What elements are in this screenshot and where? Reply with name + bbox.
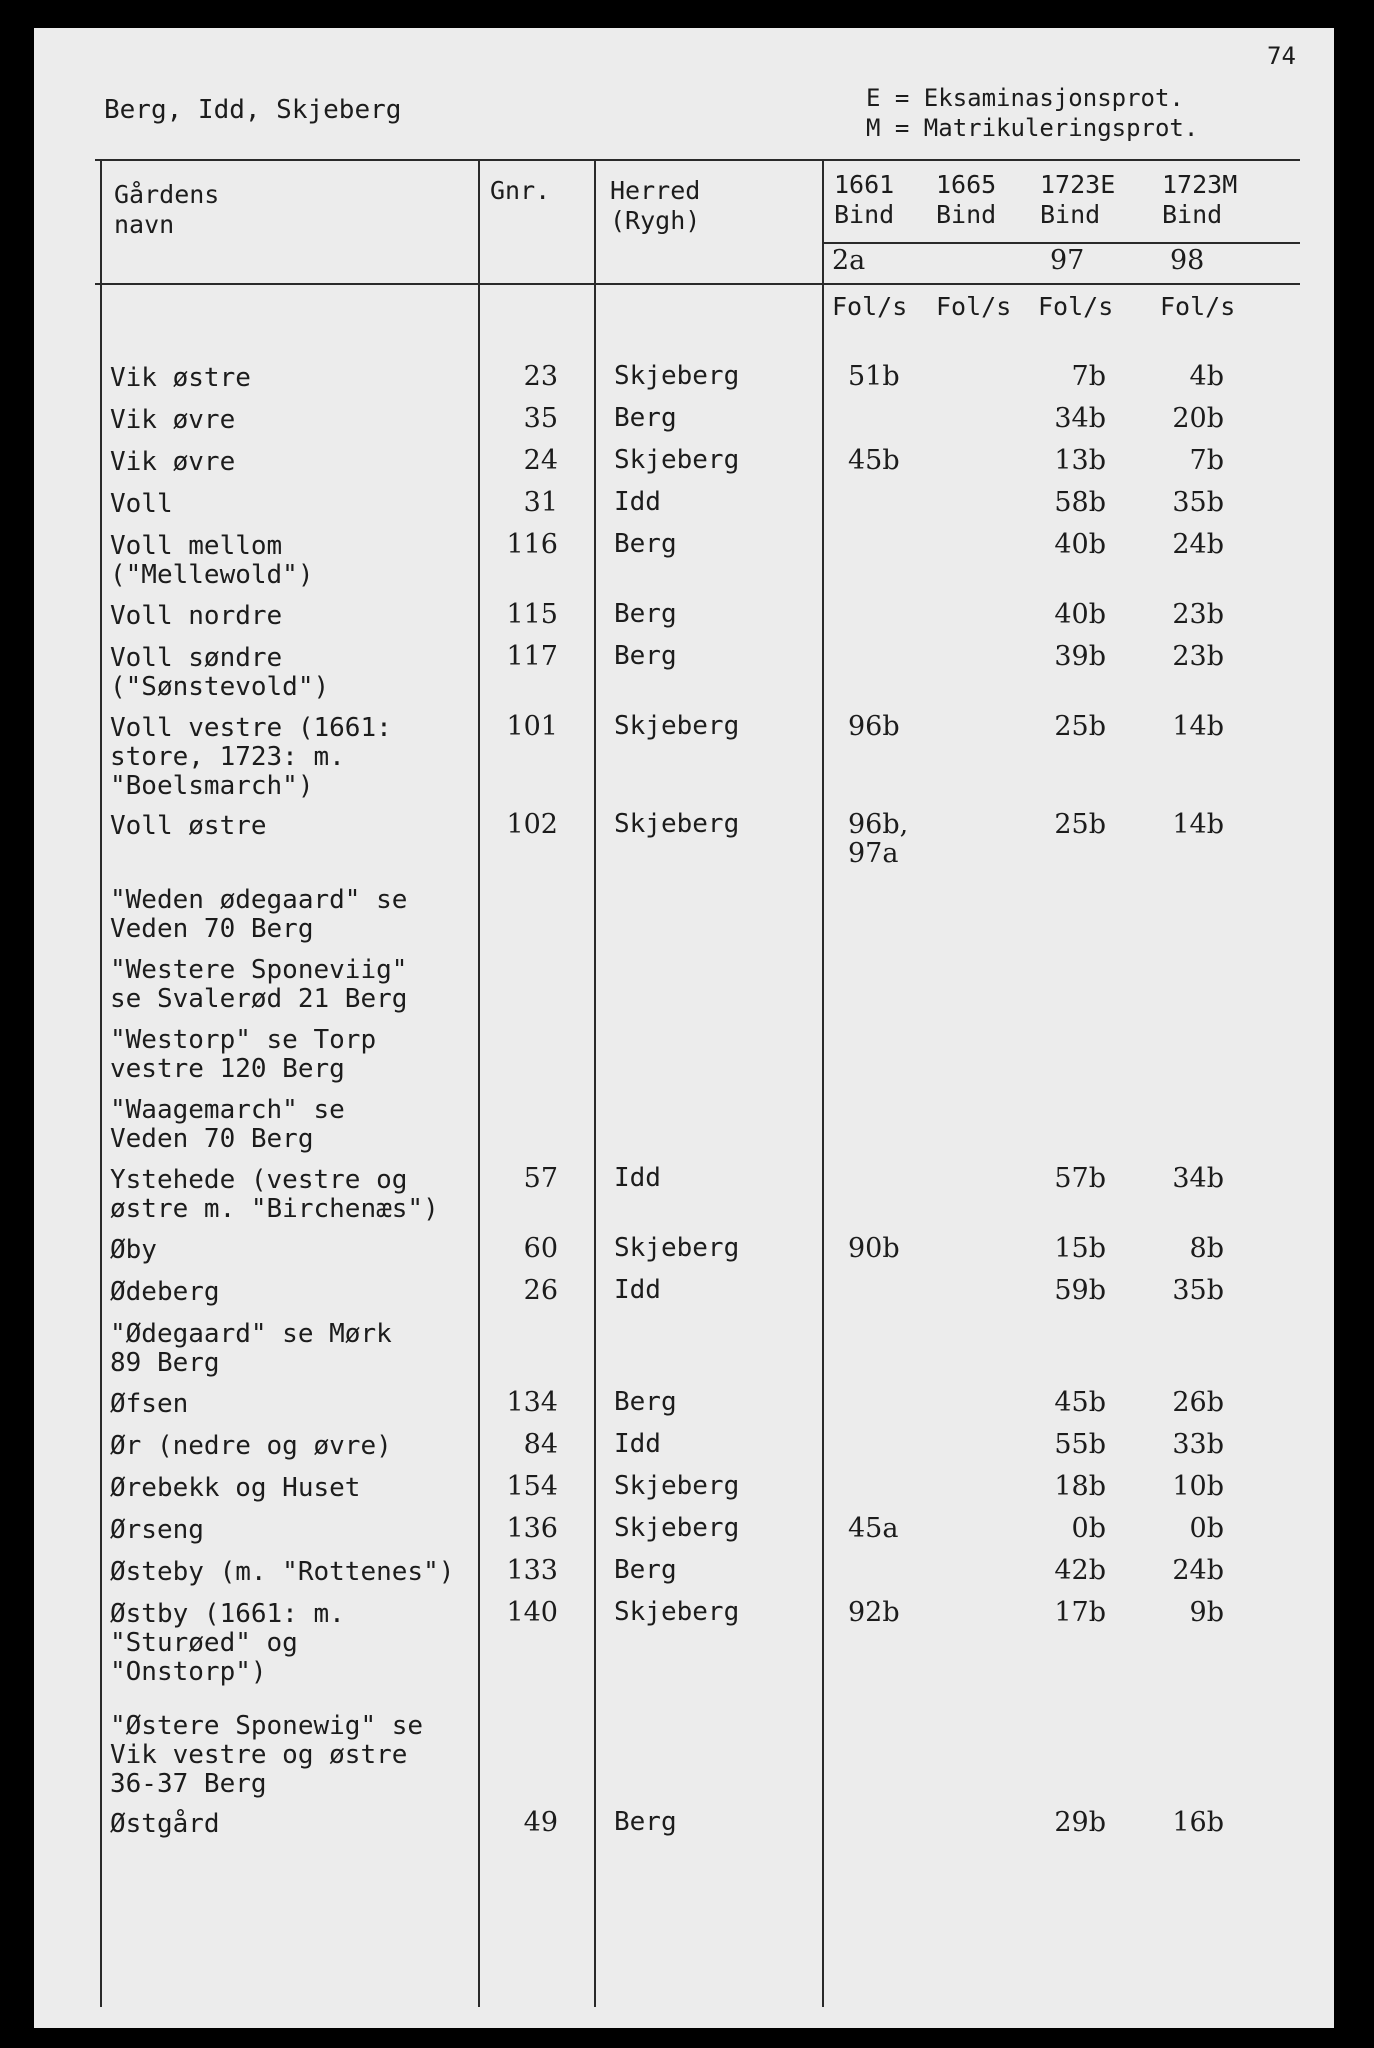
column-header-1665: 1665 Bind [936, 170, 997, 229]
farm-name: Øby [110, 1235, 157, 1265]
herred-value: Idd [614, 1163, 661, 1193]
farm-name: Østby (1661: m. "Sturøed" og "Onstorp") [110, 1599, 345, 1687]
table-left-rule [100, 159, 102, 2007]
herred-value: Berg [614, 641, 677, 671]
folio-1723M: 14b [1172, 809, 1224, 840]
folio-1723E: 17b [1054, 1597, 1106, 1628]
folio-1723E: 39b [1054, 641, 1106, 672]
bind-number-1723M: 98 [1170, 245, 1205, 276]
farm-name: Voll [110, 489, 173, 519]
gnr-value: 102 [506, 809, 558, 840]
folio-1723M: 9b [1189, 1597, 1224, 1628]
gnr-value: 117 [506, 641, 558, 672]
farm-name: "Waagemarch" se Veden 70 Berg [110, 1095, 345, 1154]
folio-1723E: 29b [1054, 1807, 1106, 1838]
folio-1723E: 40b [1054, 599, 1106, 630]
folio-1723E: 25b [1054, 809, 1106, 840]
column-header-1723M: 1723M Bind [1162, 170, 1238, 229]
herred-column-rule [594, 159, 596, 2007]
herred-value: Skjeberg [614, 711, 740, 741]
folio-1661: 96b, 97a [848, 809, 909, 869]
table-top-rule [95, 159, 1300, 161]
folio-1723M: 7b [1189, 445, 1224, 476]
herred-value: Skjeberg [614, 809, 740, 839]
bind-number-1723E: 97 [1050, 245, 1085, 276]
farm-name: "Ødegaard" se Mørk 89 Berg [110, 1319, 392, 1378]
page-number: 74 [1267, 42, 1296, 70]
farm-name: Ørebekk og Huset [110, 1473, 361, 1503]
farm-name: Voll østre [110, 811, 267, 841]
folio-header-1661: Fol/s [832, 292, 908, 321]
folio-1723E: 25b [1054, 711, 1106, 742]
farm-name: "Westere Sponeviig" se Svalerød 21 Berg [110, 955, 408, 1014]
folio-1723M: 24b [1172, 1555, 1224, 1586]
folio-1723M: 16b [1172, 1807, 1224, 1838]
farm-name: "Westorp" se Torp vestre 120 Berg [110, 1025, 377, 1084]
folio-1661: 92b [848, 1597, 900, 1628]
folio-1723E: 13b [1054, 445, 1106, 476]
farm-name: Voll søndre ("Sønstevold") [110, 643, 330, 702]
column-header-herred: Herred (Rygh) [610, 176, 701, 235]
gnr-value: 23 [523, 361, 558, 392]
folio-1723E: 40b [1054, 529, 1106, 560]
folio-1723E: 18b [1054, 1471, 1106, 1502]
farm-name: Øfsen [110, 1389, 189, 1419]
farm-name: Voll nordre [110, 601, 283, 631]
gnr-value: 49 [523, 1807, 558, 1838]
farm-name: Vik øvre [110, 447, 236, 477]
herred-value: Skjeberg [614, 1471, 740, 1501]
gnr-value: 60 [523, 1233, 558, 1264]
farm-name: "Weden ødegaard" se Veden 70 Berg [110, 885, 408, 944]
column-header-1723E: 1723E Bind [1040, 170, 1116, 229]
folio-1723M: 26b [1172, 1387, 1224, 1418]
folio-1661: 96b [848, 711, 900, 742]
folio-1723M: 10b [1172, 1471, 1224, 1502]
page-title: Berg, Idd, Skjeberg [104, 95, 402, 125]
folio-1723M: 23b [1172, 599, 1224, 630]
farm-name: Voll mellom ("Mellewold") [110, 531, 314, 590]
folio-1661: 45a [848, 1513, 899, 1544]
folio-1723M: 33b [1172, 1429, 1224, 1460]
herred-value: Berg [614, 1807, 677, 1837]
farm-name: Østeby (m. "Rottenes") [110, 1557, 455, 1587]
folio-1723E: 15b [1054, 1233, 1106, 1264]
bind-number-1661: 2a [832, 245, 866, 276]
farm-name: "Østere Sponewig" se Vik vestre og østre 36-37 Berg [110, 1711, 424, 1799]
column-header-gnr: Gnr. [490, 176, 551, 205]
legend-line-m: M = Matrikuleringsprot. [866, 114, 1199, 142]
gnr-value: 116 [506, 529, 558, 560]
herred-value: Idd [614, 487, 661, 517]
herred-value: Skjeberg [614, 1513, 740, 1543]
herred-value: Berg [614, 1387, 677, 1417]
folio-1723E: 7b [1071, 361, 1106, 392]
gnr-value: 134 [506, 1387, 558, 1418]
gnr-value: 26 [523, 1275, 558, 1306]
herred-value: Berg [614, 403, 677, 433]
gnr-value: 24 [523, 445, 558, 476]
herred-value: Berg [614, 1555, 677, 1585]
gnr-value: 115 [506, 599, 558, 630]
folio-1723M: 8b [1189, 1233, 1224, 1264]
folio-1723E: 0b [1071, 1513, 1106, 1544]
gnr-value: 133 [506, 1555, 558, 1586]
gnr-value: 136 [506, 1513, 558, 1544]
gnr-column-rule [478, 159, 480, 2007]
bind-rule [822, 242, 1300, 244]
folio-header-1665: Fol/s [936, 292, 1012, 321]
herred-value: Skjeberg [614, 1233, 740, 1263]
header-bottom-rule [95, 283, 1300, 285]
folio-1661: 45b [848, 445, 900, 476]
gnr-value: 35 [523, 403, 558, 434]
folio-header-1723M: Fol/s [1160, 292, 1236, 321]
folio-1723M: 35b [1172, 487, 1224, 518]
folio-1723M: 20b [1172, 403, 1224, 434]
herred-value: Berg [614, 599, 677, 629]
folio-1723E: 58b [1054, 487, 1106, 518]
folio-1661: 90b [848, 1233, 900, 1264]
farm-name: Østgård [110, 1809, 220, 1839]
folio-1723E: 42b [1054, 1555, 1106, 1586]
folio-1723E: 59b [1054, 1275, 1106, 1306]
herred-value: Idd [614, 1429, 661, 1459]
folio-1723E: 45b [1054, 1387, 1106, 1418]
gnr-value: 154 [506, 1471, 558, 1502]
folio-1723E: 34b [1054, 403, 1106, 434]
herred-value: Skjeberg [614, 445, 740, 475]
folio-1723E: 55b [1054, 1429, 1106, 1460]
folio-1723E: 57b [1054, 1163, 1106, 1194]
folio-1723M: 4b [1189, 361, 1224, 392]
farm-name: Voll vestre (1661: store, 1723: m. "Boelsmarch") [110, 713, 392, 801]
gnr-value: 101 [506, 711, 558, 742]
gnr-value: 140 [506, 1597, 558, 1628]
folio-1723M: 14b [1172, 711, 1224, 742]
gnr-value: 57 [523, 1163, 558, 1194]
farm-name: Ødeberg [110, 1277, 220, 1307]
farm-name: Vik øvre [110, 405, 236, 435]
column-header-name: Gårdens navn [114, 180, 220, 239]
folio-1723M: 23b [1172, 641, 1224, 672]
farm-name: Vik østre [110, 363, 251, 393]
folio-1723M: 0b [1189, 1513, 1224, 1544]
gnr-value: 31 [523, 487, 558, 518]
folio-1723M: 24b [1172, 529, 1224, 560]
farm-name: Ystehede (vestre og østre m. "Birchenæs") [110, 1165, 439, 1224]
folio-header-1723E: Fol/s [1038, 292, 1114, 321]
folio-1723M: 35b [1172, 1275, 1224, 1306]
column-header-1661: 1661 Bind [834, 170, 895, 229]
legend-line-e: E = Eksaminasjonsprot. [866, 84, 1184, 112]
herred-value: Skjeberg [614, 361, 740, 391]
farm-name: Ørseng [110, 1515, 204, 1545]
folio-1723M: 34b [1172, 1163, 1224, 1194]
herred-value: Idd [614, 1275, 661, 1305]
gnr-value: 84 [523, 1429, 558, 1460]
bind-column-rule [822, 159, 824, 2007]
herred-value: Berg [614, 529, 677, 559]
herred-value: Skjeberg [614, 1597, 740, 1627]
farm-name: Ør (nedre og øvre) [110, 1431, 392, 1461]
folio-1661: 51b [848, 361, 900, 392]
